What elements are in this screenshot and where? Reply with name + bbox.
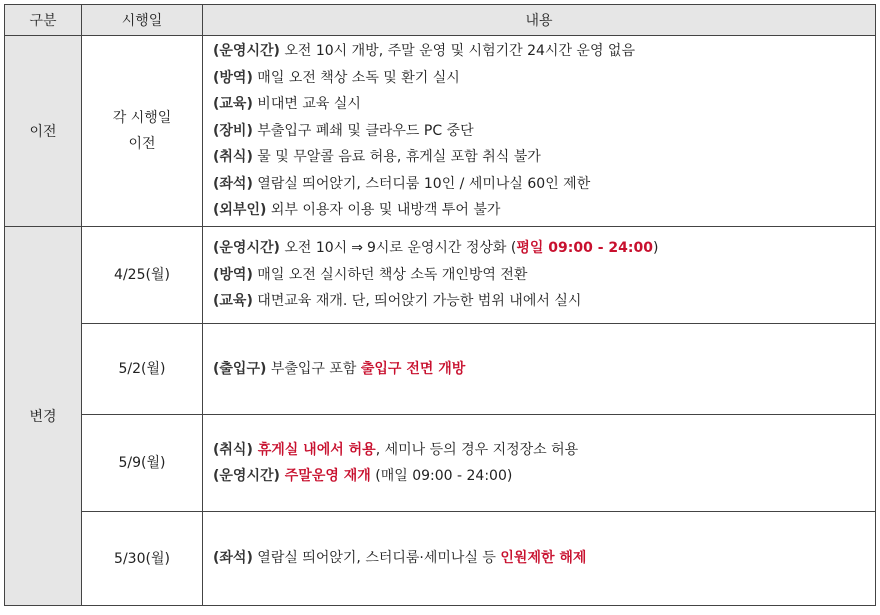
- date-0530: 5/30(월): [82, 512, 203, 606]
- item-tag: (취식): [213, 441, 253, 458]
- item-text: 물 및 무알콜 음료 허용, 휴게실 포함 취식 불가: [252, 149, 541, 166]
- item-text: , 세미나 등의 경우 지정장소 허용: [375, 441, 579, 458]
- content-0502: [203, 324, 876, 415]
- highlight-text: 휴게실 내에서 허용: [252, 441, 376, 458]
- arrow-right-icon: ⇒: [351, 240, 363, 257]
- list-item: [213, 197, 875, 224]
- list-item: [213, 65, 875, 92]
- date-0509: 5/9(월): [82, 415, 203, 512]
- header-content: 내용: [203, 5, 876, 36]
- list-item: [213, 171, 875, 198]
- item-text: ): [652, 240, 659, 257]
- highlight-text: 평일 09:00 - 24:00: [516, 240, 653, 257]
- header-row: [5, 5, 876, 36]
- header-date: 시행일: [82, 5, 203, 36]
- schedule-table: [4, 4, 876, 606]
- change-row-0530: [5, 512, 876, 606]
- item-tag: (좌석): [213, 550, 253, 567]
- item-tag: (외부인): [213, 202, 267, 219]
- item-tag: (장비): [213, 122, 253, 139]
- item-tag: (좌석): [213, 175, 253, 192]
- before-row: [5, 36, 876, 227]
- list-item: [213, 262, 875, 289]
- item-text: (매일 09:00 - 24:00): [370, 468, 513, 484]
- list-item: [213, 118, 875, 145]
- header-category: 구분: [5, 5, 82, 36]
- content-0530: [203, 512, 876, 606]
- item-tag: (방역): [213, 69, 253, 86]
- category-change: 변경: [5, 227, 82, 606]
- item-text: 매일 오전 책상 소독 및 환기 실시: [252, 69, 460, 86]
- item-tag: (방역): [213, 266, 253, 283]
- change-row-0502: [5, 324, 876, 415]
- item-text: 대면교육 재개. 단, 띄어앉기 가능한 범위 내에서 실시: [252, 293, 582, 310]
- content-before: [203, 36, 876, 227]
- date-before-line2: 이전: [128, 136, 156, 152]
- item-tag: (운영시간): [213, 468, 280, 484]
- highlight-text: 주말운영 재개: [279, 468, 371, 484]
- date-0502: 5/2(월): [82, 324, 203, 415]
- list-item: [213, 235, 875, 262]
- item-text: 외부 이용자 이용 및 내방객 투어 불가: [266, 202, 501, 219]
- highlight-text: 출입구 전면 개방: [360, 360, 466, 377]
- item-text: 부출입구 폐쇄 및 클라우드 PC 중단: [252, 122, 474, 139]
- item-text: 열람실 띄어앉기, 스터디룸·세미나실 등: [252, 550, 501, 567]
- item-text: 열람실 띄어앉기, 스터디룸 10인 / 세미나실 60인 제한: [252, 175, 591, 192]
- item-tag: (취식): [213, 149, 253, 166]
- item-tag: (운영시간): [213, 43, 280, 60]
- list-item: [213, 356, 875, 383]
- date-before: [82, 36, 203, 227]
- list-item: [213, 463, 875, 490]
- list-item: [213, 144, 875, 171]
- change-row-0509: [5, 415, 876, 512]
- date-0425: 4/25(월): [82, 227, 203, 324]
- item-text: 매일 오전 실시하던 책상 소독 개인방역 전환: [252, 266, 528, 283]
- item-text: 부출입구 포함: [266, 360, 361, 377]
- list-item: [213, 437, 875, 464]
- item-tag: (출입구): [213, 360, 267, 377]
- list-item: [213, 91, 875, 118]
- item-text: 오전 10시: [279, 240, 348, 257]
- item-tag: (교육): [213, 96, 253, 113]
- item-text: 오전 10시 개방, 주말 운영 및 시험기간 24시간 운영 없음: [279, 43, 635, 60]
- list-item: [213, 38, 875, 65]
- item-tag: (교육): [213, 293, 253, 310]
- item-text: 9시로 운영시간 정상화 (: [366, 240, 517, 257]
- date-before-line1: 각 시행일: [112, 110, 172, 126]
- list-item: [213, 288, 875, 315]
- category-before: 이전: [5, 36, 82, 227]
- highlight-text: 인원제한 해제: [500, 550, 587, 567]
- content-0425: [203, 227, 876, 324]
- list-item: [213, 545, 875, 572]
- item-text: 비대면 교육 실시: [252, 96, 361, 113]
- item-tag: (운영시간): [213, 240, 280, 257]
- content-0509: [203, 415, 876, 512]
- change-row-0425: [5, 227, 876, 324]
